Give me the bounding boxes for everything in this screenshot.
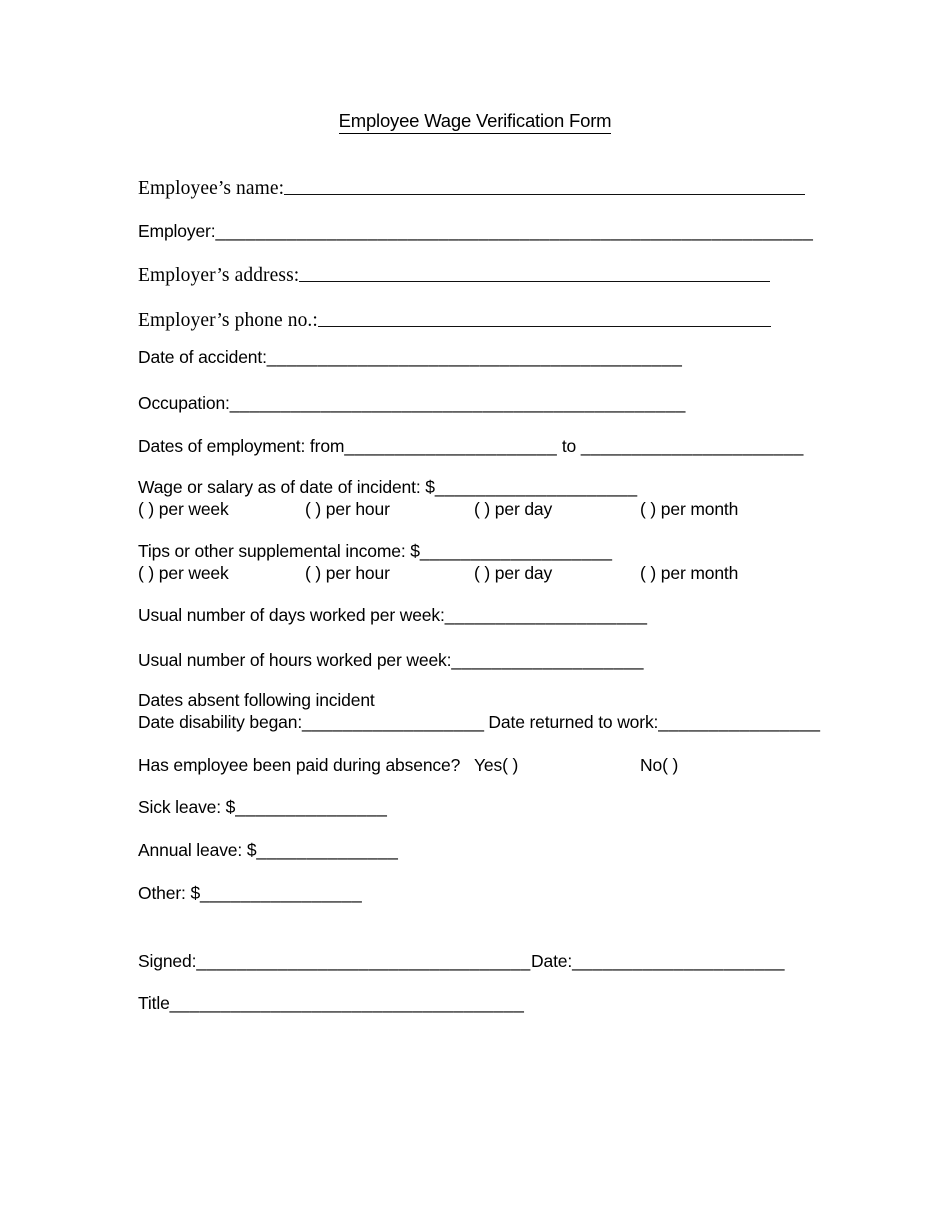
paid-during-absence-yes-option[interactable]: Yes( ): [474, 755, 519, 775]
field-annual-leave: [138, 841, 398, 859]
wage-option-per-month[interactable]: ( ) per month: [640, 499, 739, 519]
field-dates-of-employment-label: Dates of employment: from: [138, 436, 345, 456]
field-employee-name: [138, 176, 805, 199]
field-hours-worked-per-week-input[interactable]: ___________________: [451, 650, 644, 670]
field-disability-dates-row: [138, 713, 820, 731]
field-employer-label: Employer:: [138, 221, 216, 241]
field-title-label: Title: [138, 993, 170, 1013]
field-employer-address-input[interactable]: [299, 263, 770, 282]
field-employee-name-input[interactable]: [284, 176, 805, 195]
field-tips-or-other-income-input[interactable]: ___________________: [419, 541, 613, 561]
field-dates-of-employment-to-label: to: [557, 436, 581, 456]
field-other-input[interactable]: ________________: [200, 883, 363, 903]
tips-option-per-month[interactable]: ( ) per month: [640, 563, 739, 583]
field-date-returned-to-work-label: Date returned to work:: [488, 712, 659, 732]
field-signed-label: Signed:: [138, 951, 197, 971]
field-days-worked-per-week-input[interactable]: ____________________: [444, 605, 648, 625]
field-other: [138, 884, 362, 902]
field-employer-address: [138, 263, 770, 286]
field-wage-or-salary-label: Wage or salary as of date of incident: $: [138, 477, 435, 497]
field-tips-or-other-income-label: Tips or other supplemental income: $: [138, 541, 420, 561]
field-signed-input[interactable]: _________________________________: [196, 951, 531, 971]
field-other-label: Other: $: [138, 883, 201, 903]
field-dates-of-employment-to-input[interactable]: ______________________: [580, 436, 804, 456]
field-days-worked-per-week-label: Usual number of days worked per week:: [138, 605, 445, 625]
field-occupation: [138, 394, 686, 412]
field-date-returned-to-work-input[interactable]: ________________: [658, 712, 821, 732]
tips-option-per-day[interactable]: ( ) per day: [474, 563, 553, 583]
tips-option-per-week[interactable]: ( ) per week: [138, 563, 229, 583]
tips-option-per-hour[interactable]: ( ) per hour: [305, 563, 390, 583]
field-days-worked-per-week: [138, 606, 647, 624]
field-employer: [138, 222, 813, 240]
field-wage-or-salary-input[interactable]: ____________________: [434, 477, 638, 497]
field-paid-during-absence-label: Has employee been paid during absence?: [138, 755, 461, 775]
field-date-of-accident-input[interactable]: _________________________________________: [266, 347, 683, 367]
wage-option-per-week[interactable]: ( ) per week: [138, 499, 229, 519]
field-employer-input[interactable]: ___________________________________________________________: [215, 221, 814, 241]
field-dates-of-employment: [138, 437, 804, 455]
field-tips-or-other-income: [138, 542, 612, 560]
field-title-input[interactable]: ___________________________________: [169, 993, 525, 1013]
field-sick-leave: [138, 798, 387, 816]
field-date-signed-label: Date:: [531, 951, 573, 971]
field-hours-worked-per-week-label: Usual number of hours worked per week:: [138, 650, 452, 670]
field-dates-of-employment-from-input[interactable]: _____________________: [344, 436, 558, 456]
field-signed: [138, 951, 531, 972]
field-title: [138, 994, 524, 1012]
field-hours-worked-per-week: [138, 651, 644, 669]
field-annual-leave-label: Annual leave: $: [138, 840, 257, 860]
field-date-disability-began-label: Date disability began:: [138, 712, 303, 732]
field-employer-phone-input[interactable]: [318, 308, 771, 327]
page-title-text: Employee Wage Verification Form: [339, 110, 612, 134]
field-annual-leave-input[interactable]: ______________: [256, 840, 399, 860]
field-date-signed-input[interactable]: _____________________: [572, 951, 785, 971]
page-title: [0, 110, 950, 134]
wage-option-per-hour[interactable]: ( ) per hour: [305, 499, 390, 519]
field-date-signed: [531, 951, 785, 972]
field-employer-phone-label: Employer’s phone no.:: [138, 309, 318, 331]
field-sick-leave-input[interactable]: _______________: [235, 797, 388, 817]
field-wage-or-salary: [138, 478, 638, 496]
field-employee-name-label: Employee’s name:: [138, 177, 285, 199]
field-date-disability-began-input[interactable]: __________________: [302, 712, 485, 732]
field-occupation-label: Occupation:: [138, 393, 230, 413]
field-employer-address-label: Employer’s address:: [138, 264, 300, 286]
section-heading-dates-absent: [138, 691, 375, 709]
wage-option-per-day[interactable]: ( ) per day: [474, 499, 553, 519]
field-sick-leave-label: Sick leave: $: [138, 797, 236, 817]
section-heading-dates-absent-text: Dates absent following incident: [138, 690, 375, 710]
field-employer-phone: [138, 308, 771, 331]
field-occupation-input[interactable]: _____________________________________________: [229, 393, 686, 413]
paid-during-absence-no-option[interactable]: No( ): [640, 755, 679, 775]
field-date-of-accident: [138, 348, 682, 366]
field-date-of-accident-label: Date of accident:: [138, 347, 267, 367]
